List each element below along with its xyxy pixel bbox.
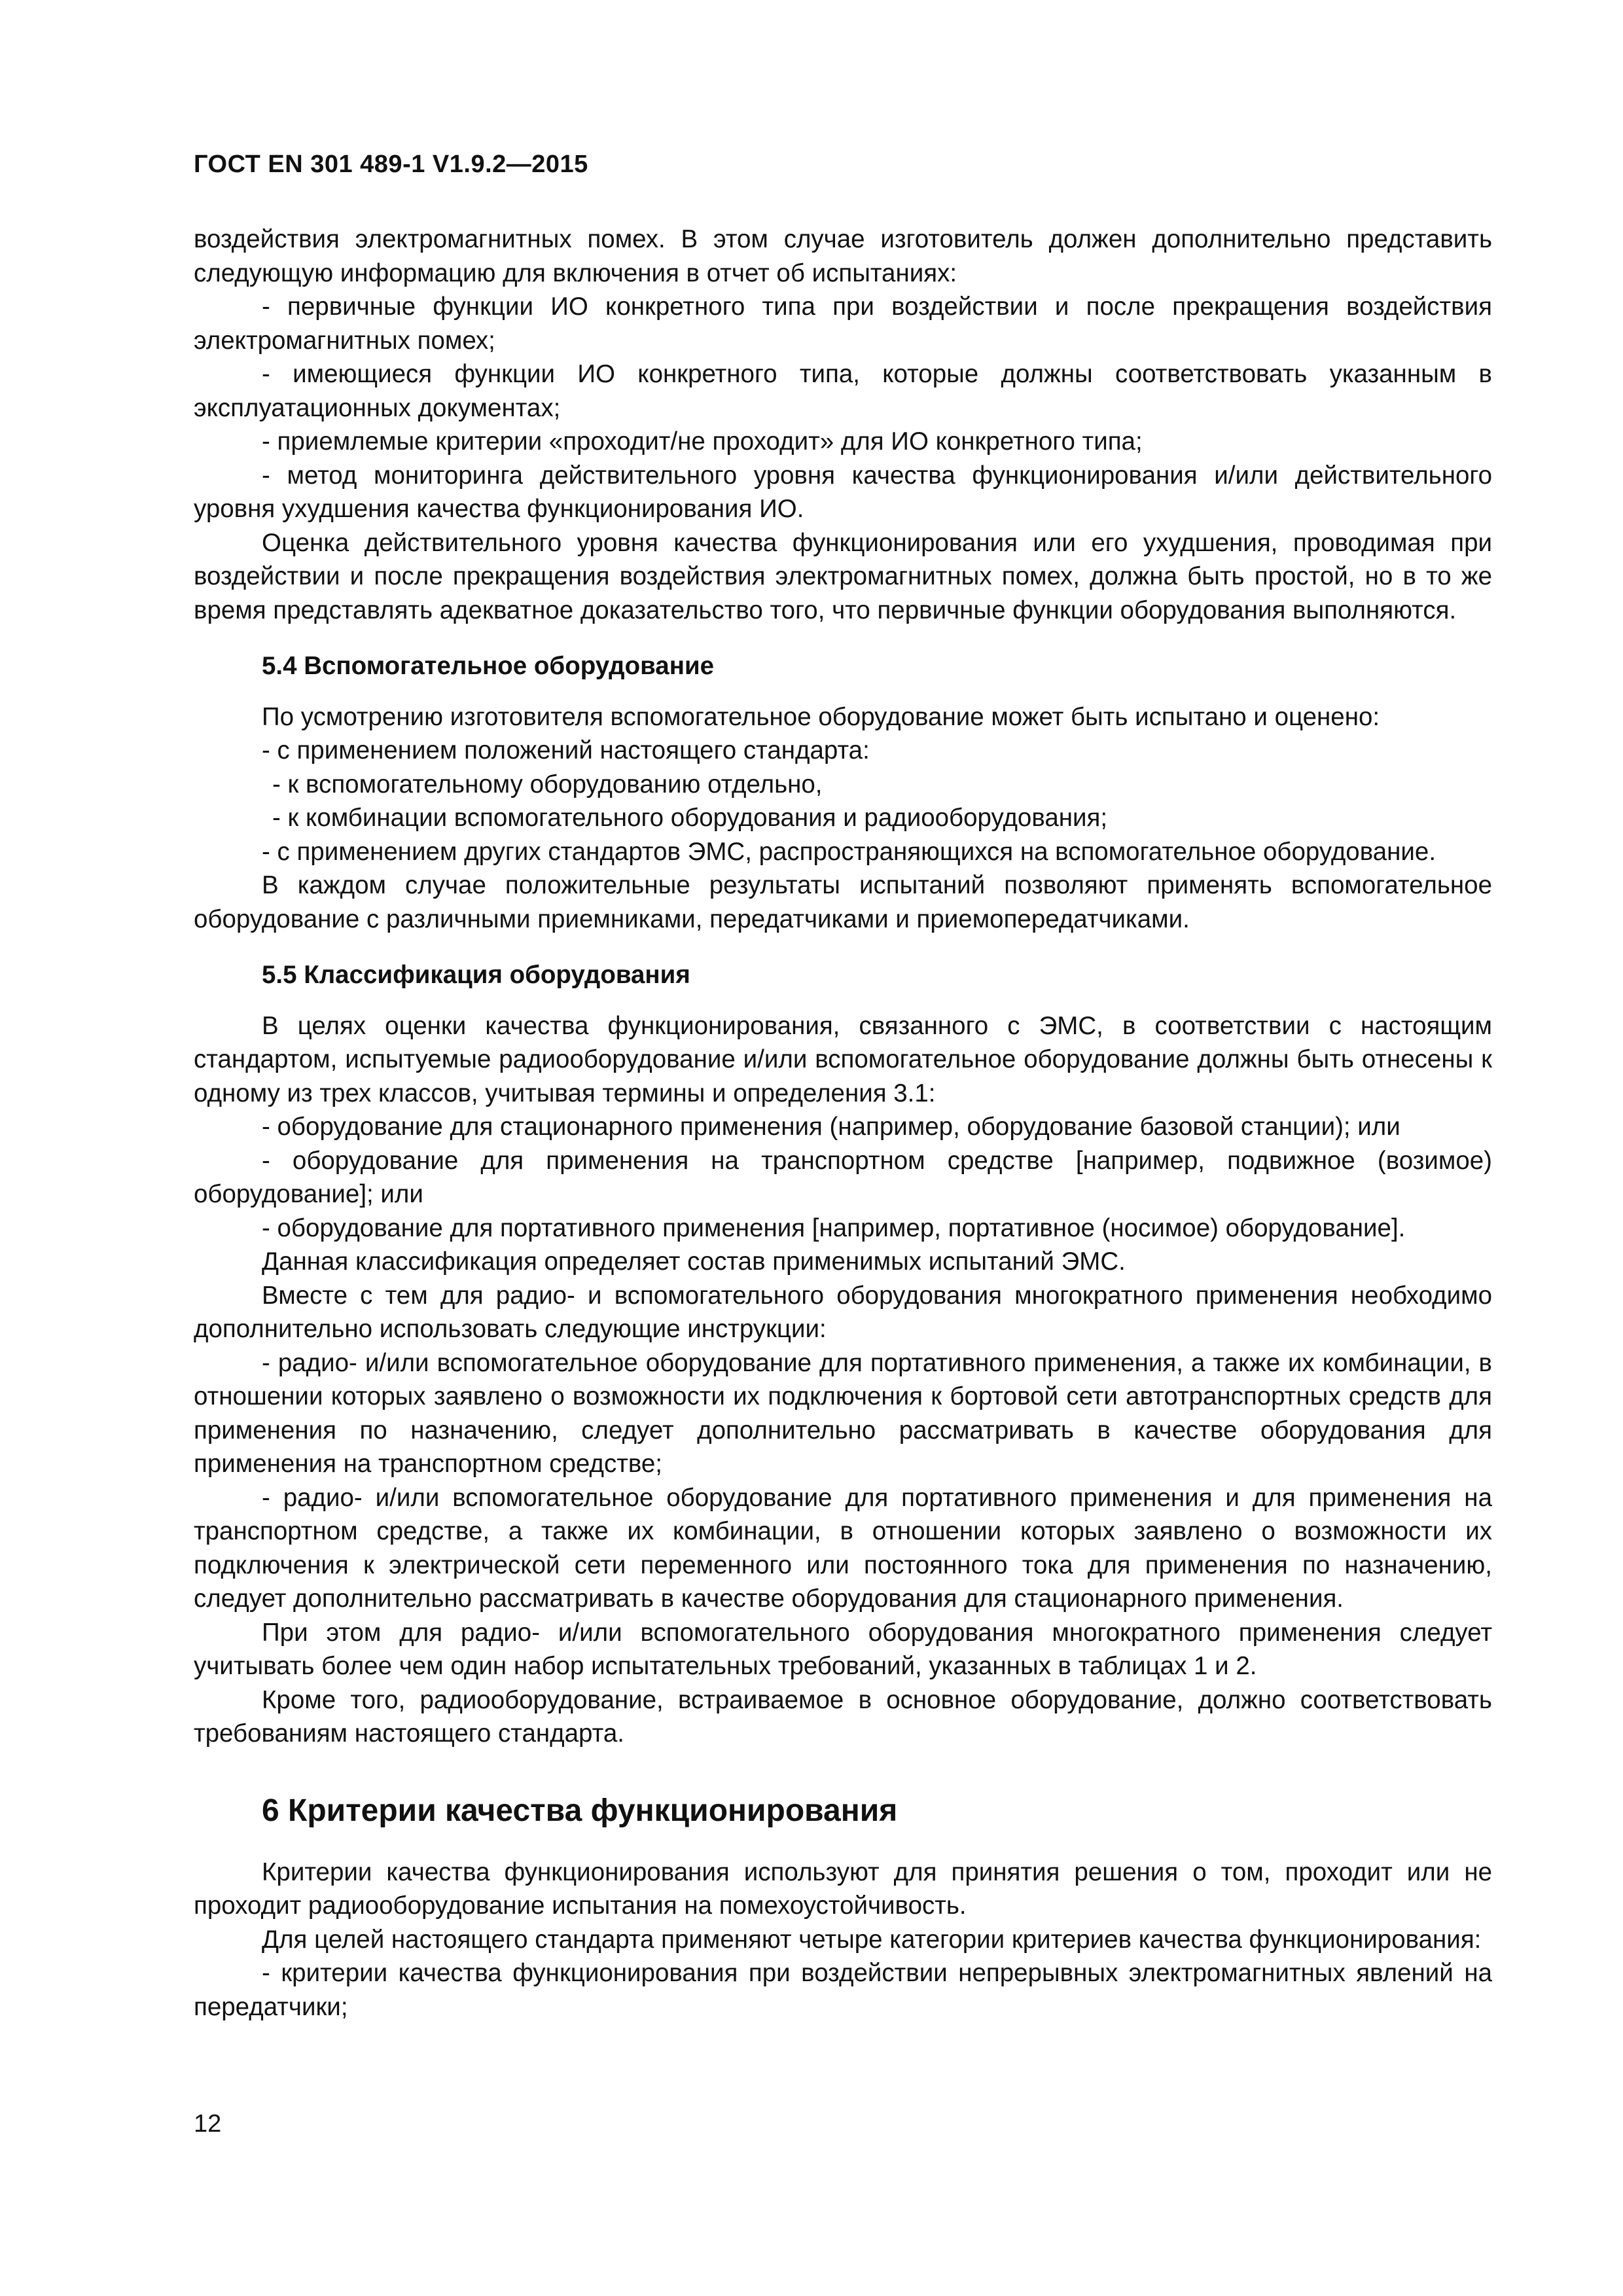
list-item: - метод мониторинга действительного уровня качества функционирования и/или действительного уровня ухудшения качества функционирования ИО. — [194, 461, 1492, 523]
list-item: - радио- и/или вспомогательное оборудование для портативного применения, а также их комбинации, в отношении которых заявлено о возможности их подключения к бортовой сети автотранспортных средств для применения по назначению, следует дополнительно рассматривать в качестве оборудования для применения на транспортном средстве; — [194, 1348, 1492, 1478]
list-item: - оборудование для применения на транспортном средстве [например, подвижное (возимое) оборудование]; или — [194, 1146, 1492, 1208]
paragraph: При этом для радио- и/или вспомогательного оборудования многократного применения следует учитывать более чем один набор испытательных требований, указанных в таблицах 1 и 2. — [194, 1618, 1492, 1680]
section-heading-5-4: 5.4 Вспомогательное оборудование — [262, 652, 715, 680]
paragraph: Данная классификация определяет состав применимых испытаний ЭМС. — [262, 1247, 1126, 1276]
page-number: 12 — [194, 2110, 222, 2138]
list-item: - первичные функции ИО конкретного типа при воздействии и после прекращения воздействия электромагнитных помех; — [194, 293, 1492, 355]
paragraph: Кроме того, радиооборудование, встраиваемое в основное оборудование, должно соответствовать требованиям настоящего стандарта. — [194, 1685, 1492, 1748]
list-item: - с применением других стандартов ЭМС, распространяющихся на вспомогательное оборудование. — [262, 837, 1436, 866]
paragraph: По усмотрению изготовителя вспомогательное оборудование может быть испытано и оценено: — [262, 702, 1380, 731]
list-item: - к вспомогательному оборудованию отдельно, — [272, 770, 823, 798]
document-body — [194, 223, 1492, 2024]
paragraph: Вместе с тем для радио- и вспомогательного оборудования многократного применения необходимо дополнительно использовать следующие инструкции: — [194, 1281, 1492, 1343]
document-header: ГОСТ EN 301 489-1 V1.9.2—2015 — [194, 151, 588, 178]
list-item: - с применением положений настоящего стандарта: — [262, 736, 870, 764]
section-heading-6: 6 Критерии качества функционирования — [262, 1793, 898, 1828]
list-item: - критерии качества функционирования при воздействии непрерывных электромагнитных явлений на передатчики; — [194, 1959, 1492, 2021]
paragraph: В каждом случае положительные результаты испытаний позволяют применять вспомогательное оборудование с различными приемниками, передатчиками и приемопередатчиками. — [194, 871, 1492, 933]
paragraph: Для целей настоящего стандарта применяют четыре категории критериев качества функционирования: — [262, 1925, 1482, 1954]
list-item: - имеющиеся функции ИО конкретного типа, которые должны соответствовать указанным в эксплуатационных документах; — [194, 360, 1492, 422]
paragraph: воздействия электромагнитных помех. В этом случае изготовитель должен дополнительно представить следующую информацию для включения в отчет об испытаниях: — [194, 225, 1492, 287]
list-item: - к комбинации вспомогательного оборудования и радиооборудования; — [272, 804, 1108, 832]
list-item: - оборудование для стационарного применения (например, оборудование базовой станции); или — [262, 1113, 1400, 1141]
list-item: - оборудование для портативного применения [например, портативное (носимое) оборудование]. — [262, 1213, 1406, 1242]
list-item: - радио- и/или вспомогательное оборудование для портативного применения и для применения на транспортном средстве, а также их комбинации, в отношении которых заявлено о возможности их подключения к электрической сети переменного или постоянного тока для применения по назначению, следует дополнительно рассматривать в качестве оборудования для стационарного применения. — [194, 1483, 1492, 1613]
list-item: - приемлемые критерии «проходит/не проходит» для ИО конкретного типа; — [262, 427, 1143, 456]
paragraph: Оценка действительного уровня качества функционирования или его ухудшения, проводимая при воздействии и после прекращения воздействия электромагнитных помех, должна быть простой, но в то же время представлять адекватное доказательство того, что первичные функции оборудования выполняются. — [194, 528, 1492, 624]
section-heading-5-5: 5.5 Классификация оборудования — [262, 961, 690, 989]
paragraph: Критерии качества функционирования используют для принятия решения о том, проходит или не проходит радиооборудование испытания на помехоустойчивость. — [194, 1857, 1492, 1920]
paragraph: В целях оценки качества функционирования, связанного с ЭМС, в соответствии с настоящим стандартом, испытуемые радиооборудование и/или вспомогательное оборудование должны быть отнесены к одному из трех классов, учитывая термины и определения 3.1: — [194, 1011, 1492, 1107]
